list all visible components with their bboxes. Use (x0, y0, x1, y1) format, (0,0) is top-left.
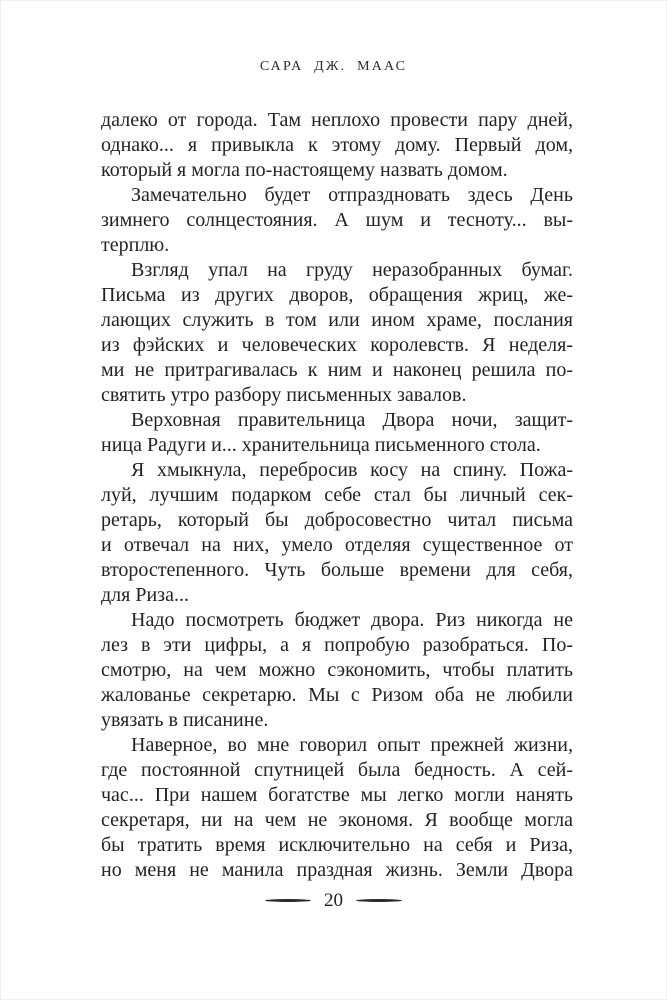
text-line: святить утро разбору письменных завалов. (101, 384, 467, 406)
text-block (101, 108, 573, 883)
paragraph (101, 408, 573, 458)
text-line: час... При нашем богатстве мы легко могли нанять (101, 784, 573, 806)
text-line: ми не притрагивалась к ним и наконец решила по- (101, 359, 573, 381)
text-line: Замечательно будет отпраздновать здесь День (131, 184, 573, 206)
text-line: и отвечал на них, умело отделяя существенное от (101, 534, 573, 556)
text-line: Взгляд упал на груду неразобранных бумаг. (131, 259, 573, 281)
text-line: Письма из других дворов, обращения жриц, же- (101, 284, 573, 306)
text-line: ретарь, который бы добросовестно читал письма (101, 509, 573, 531)
text-line: Надо посмотреть бюджет двора. Риз никогда не (131, 609, 573, 631)
page-number: 20 (324, 889, 343, 911)
text-line: бы тратить время исключительно на себя и Риза, (101, 834, 573, 856)
paragraph (101, 258, 573, 408)
paragraph (101, 608, 573, 733)
text-line: Я хмыкнула, перебросив косу на спину. Пожа- (131, 459, 573, 481)
paragraph (101, 183, 573, 258)
text-line: Верховная правительница Двора ночи, защит- (131, 409, 573, 431)
text-line: далеко от города. Там неплохо провести пару дней, (101, 109, 573, 131)
text-line: зимнего солнцестояния. А шум и тесноту... вы- (101, 209, 573, 231)
text-line: для Риза... (101, 584, 189, 606)
text-line: но меня не манила праздная жизнь. Земли Двора (101, 859, 573, 881)
text-line: который я могла по-настоящему назвать домом. (101, 159, 508, 181)
text-line: Наверное, во мне говорил опыт прежней жизни, (131, 734, 573, 756)
text-line: терплю. (101, 234, 170, 256)
paragraph (101, 458, 573, 608)
text-line: однако... я привыкла к этому дому. Первый дом, (101, 134, 573, 156)
text-line: где постоянной спутницей была бедность. А сей- (101, 759, 573, 781)
text-line: ница Радуги и... хранительница письменного стола. (101, 434, 541, 456)
text-line: увязать в писанине. (101, 709, 269, 731)
paragraph (101, 733, 573, 883)
running-header-author: САРА ДЖ. МААС (259, 59, 408, 74)
text-line: второстепенного. Чуть больше времени для себя, (101, 559, 573, 581)
text-line: лающих служить в том или ином храме, послания (101, 309, 573, 331)
text-line: из фэйских и человеческих королевств. Я неделя- (101, 334, 573, 356)
page-footer (1, 887, 666, 913)
text-line: жалованье секретарю. Мы с Ризом оба не любили (101, 684, 573, 706)
footer-dash-left-icon (265, 899, 311, 902)
text-line: лез в эти цифры, а я попробую разобраться. По- (101, 634, 573, 656)
text-line: луй, лучшим подарком себе стал бы личный сек- (101, 484, 573, 506)
text-line: секретаря, ни на чем не экономя. Я вообще могла (101, 809, 573, 831)
text-line: смотрю, на чем можно сэкономить, чтобы платить (101, 659, 573, 681)
footer-dash-right-icon (356, 899, 402, 902)
paragraph (101, 108, 573, 183)
